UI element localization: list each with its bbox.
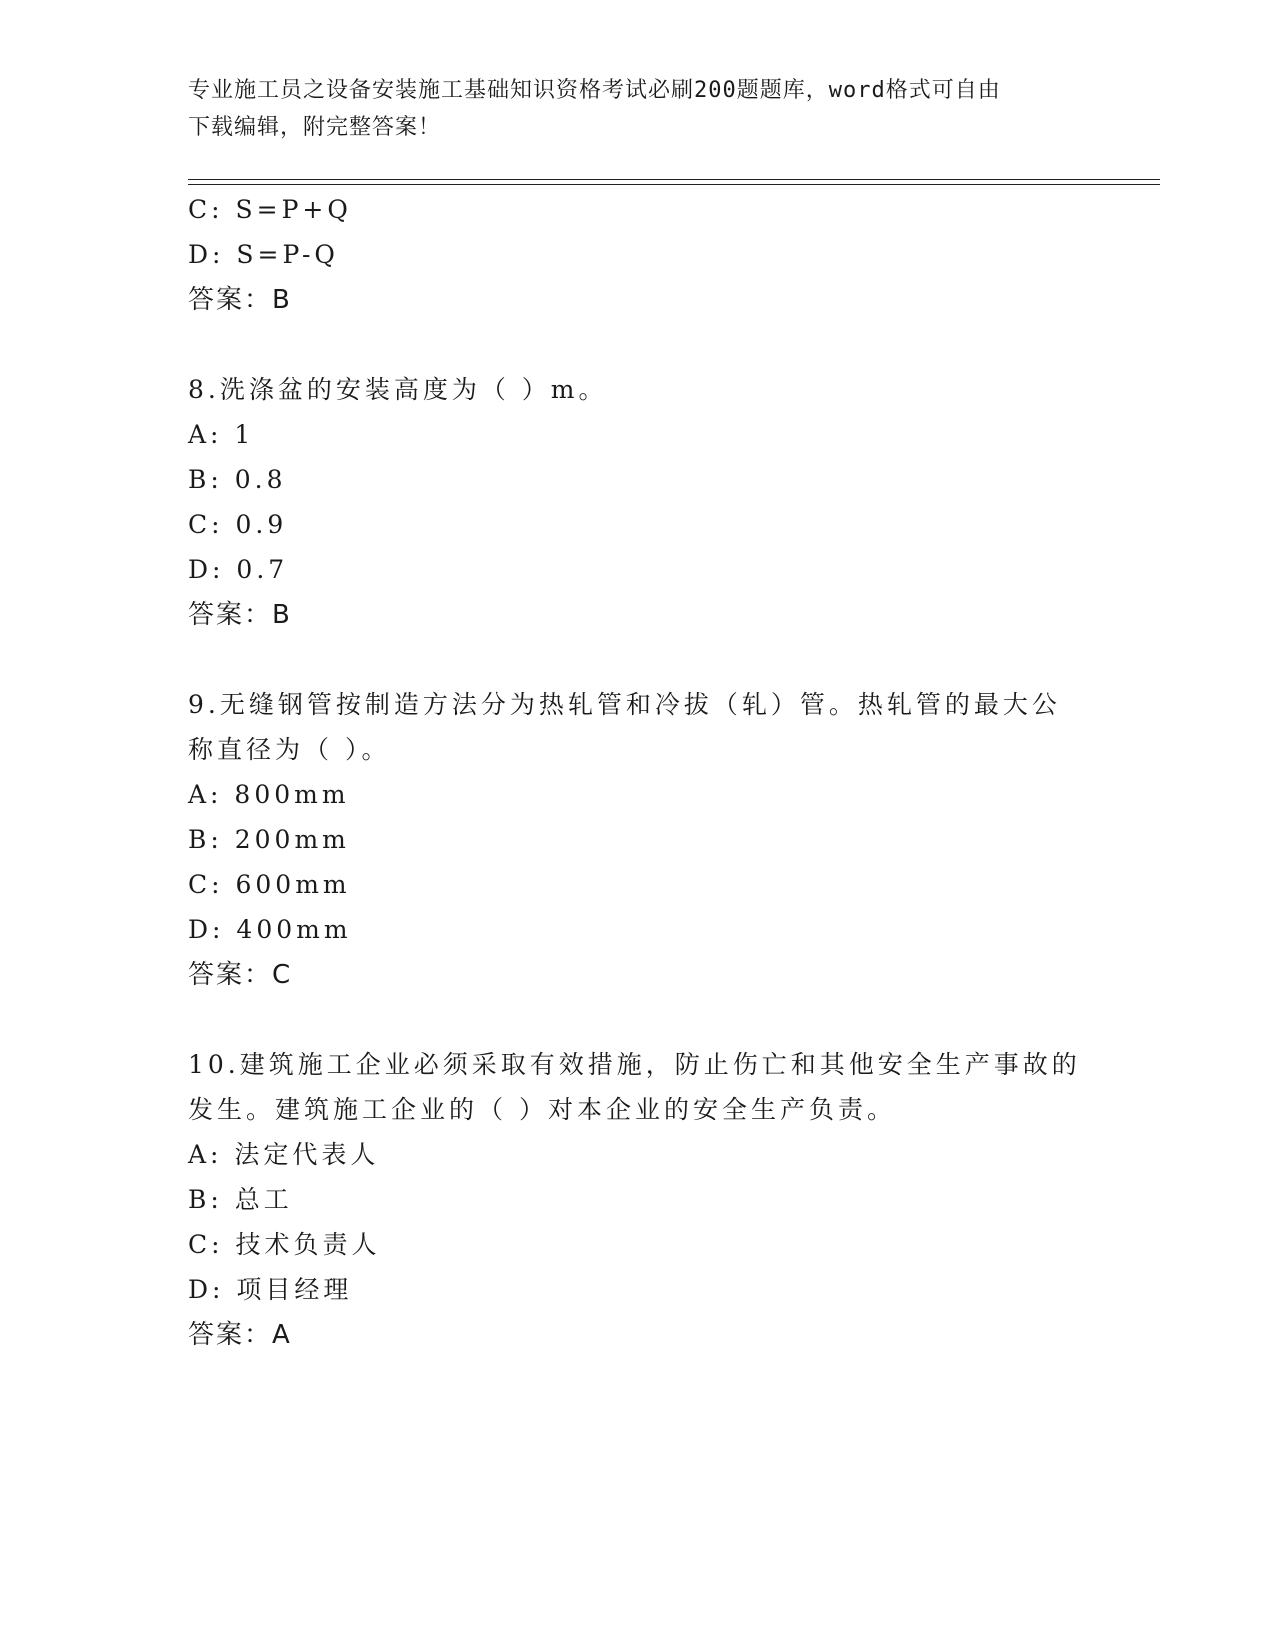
q10-option-a: A: 法定代表人 [188,1140,380,1169]
q9-stem-line-2: 称直径为（ ）。 [188,735,391,764]
q9-option-a: A: 800mm [188,780,350,809]
q7-answer: 答案：B [188,285,292,315]
header-divider-top [188,179,1160,180]
q8-stem: 8.洗涤盆的安装高度为（ ）m。 [188,375,608,404]
q9-stem-line-1: 9.无缝钢管按制造方法分为热轧管和冷拔（轧）管。热轧管的最大公 [188,690,1061,719]
q8-option-c: C: 0.9 [188,510,288,539]
q10-option-d: D: 项目经理 [188,1275,353,1304]
document-header [188,72,1088,146]
q9-option-d: D: 400mm [188,915,352,944]
q10-option-c: C: 技术负责人 [188,1230,381,1259]
q7-option-c: C: S=P+Q [188,195,352,224]
header-title-line-2: 下载编辑，附完整答案！ [188,115,442,140]
q8-option-a: A: 1 [188,420,255,449]
q8-option-b: B: 0.8 [188,465,287,494]
q10-option-b: B: 总工 [188,1185,293,1214]
q7-option-d: D: S=P-Q [188,240,339,269]
q10-stem-line-1: 10.建筑施工企业必须采取有效措施，防止伤亡和其他安全生产事故的 [188,1050,1081,1079]
q8-option-d: D: 0.7 [188,555,289,584]
q9-answer: 答案：C [188,960,293,990]
q9-option-c: C: 600mm [188,870,351,899]
q10-stem-line-2: 发生。建筑施工企业的（ ）对本企业的安全生产负责。 [188,1095,896,1124]
q8-answer: 答案：B [188,600,292,630]
q9-option-b: B: 200mm [188,825,350,854]
header-title-line-1: 专业施工员之设备安装施工基础知识资格考试必刷200题题库，word格式可自由 [188,78,1001,103]
q10-answer: 答案：A [188,1320,292,1350]
header-divider-bottom [188,184,1160,185]
